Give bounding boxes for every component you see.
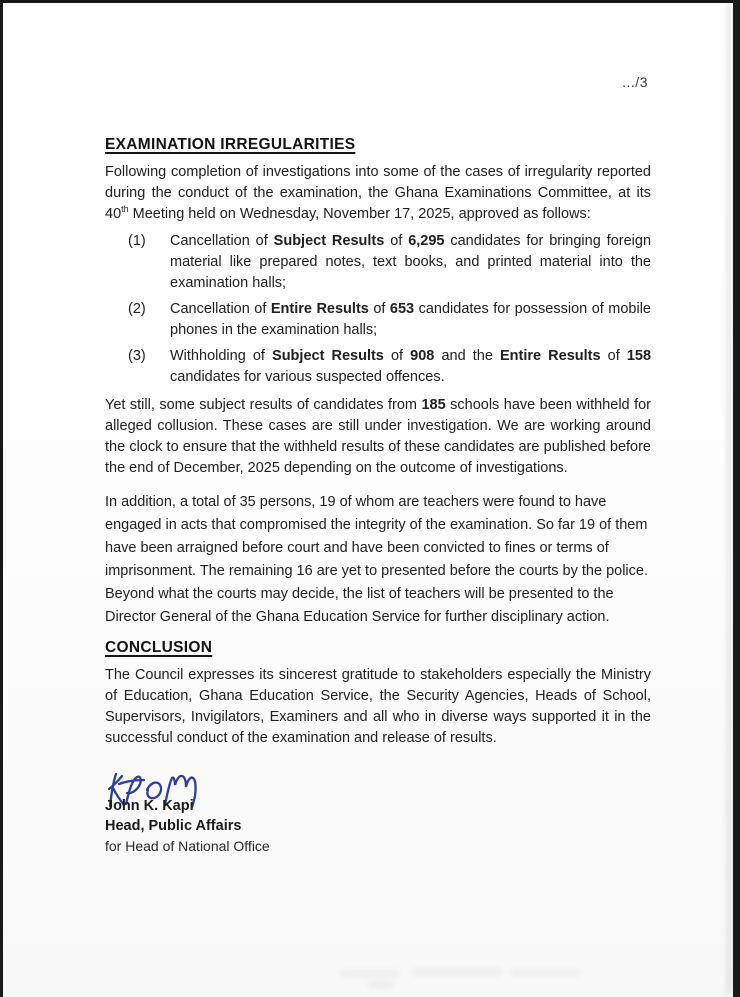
list-item	[105, 346, 651, 388]
list-item	[105, 299, 651, 341]
paragraph-intro: Following completion of investigations into some of the cases of irregularity reported during the conduct of the examination, the Ghana Examinations Committee, at its 40th Meeting held on Wednesday, November 17, 2025, approved as follows:	[105, 164, 651, 222]
bleed-through-artifact	[340, 958, 650, 988]
paragraph-withheld-results: Yet still, some subject results of candidates from 185 schools have been withheld for alleged collusion. These cases are still under investigation. We are working around the clock to ensure that the withheld results of these candidates are published before the end of December, 2025 depending on the outcome of investigations.	[105, 397, 651, 476]
list-item-text: Cancellation of Entire Results of 653 candidates for possession of mobile phones in the examination halls;	[170, 301, 651, 338]
irregularities-list	[105, 231, 651, 388]
list-item	[105, 231, 651, 294]
list-item-text: Withholding of Subject Results of 908 and the Entire Results of 158 candidates for various suspected offences.	[170, 348, 652, 385]
section-heading-irregularities: EXAMINATION IRREGULARITIES	[105, 136, 356, 153]
page-continuation-marker: .../3	[622, 74, 648, 90]
signatory-capacity: for Head of National Office	[105, 838, 270, 854]
signatory-title: Head, Public Affairs	[105, 818, 242, 834]
scan-edge-right	[733, 0, 740, 997]
scan-edge-left	[0, 0, 3, 997]
scan-edge-top	[0, 0, 740, 3]
paragraph-conclusion: The Council expresses its sincerest gratitude to stakeholders especially the Ministry of Education, Ghana Education Service, the Security Agencies, Heads of School, Supervisors, Invigilators, Examiners and all who in diverse ways supported it in the successful conduct of the examination and release of results.	[105, 667, 651, 746]
paragraph-prosecutions: In addition, a total of 35 persons, 19 of whom are teachers were found to have engaged in acts that compromised the integrity of the examination. So far 19 of them have been arraigned before court and have been convicted to fines or terms of imprisonment. The remaining 16 are yet to presented before the courts by the police. Beyond what the courts may decide, the list of teachers will be presented to the Director General of the Ghana Education Service for further disciplinary action.	[105, 494, 648, 625]
list-item-text: Cancellation of Subject Results of 6,295 candidates for bringing foreign material like prepared notes, text books, and printed material into the examination halls;	[170, 233, 652, 291]
list-item-marker: (3)	[128, 348, 146, 364]
conclusion-section	[105, 639, 651, 749]
list-item-marker: (2)	[128, 301, 146, 317]
signature-block	[105, 769, 651, 856]
section-heading-conclusion: CONCLUSION	[105, 639, 213, 656]
signatory-name: John K. Kapi	[105, 798, 194, 814]
document-body	[105, 136, 651, 856]
list-item-marker: (1)	[128, 233, 146, 249]
